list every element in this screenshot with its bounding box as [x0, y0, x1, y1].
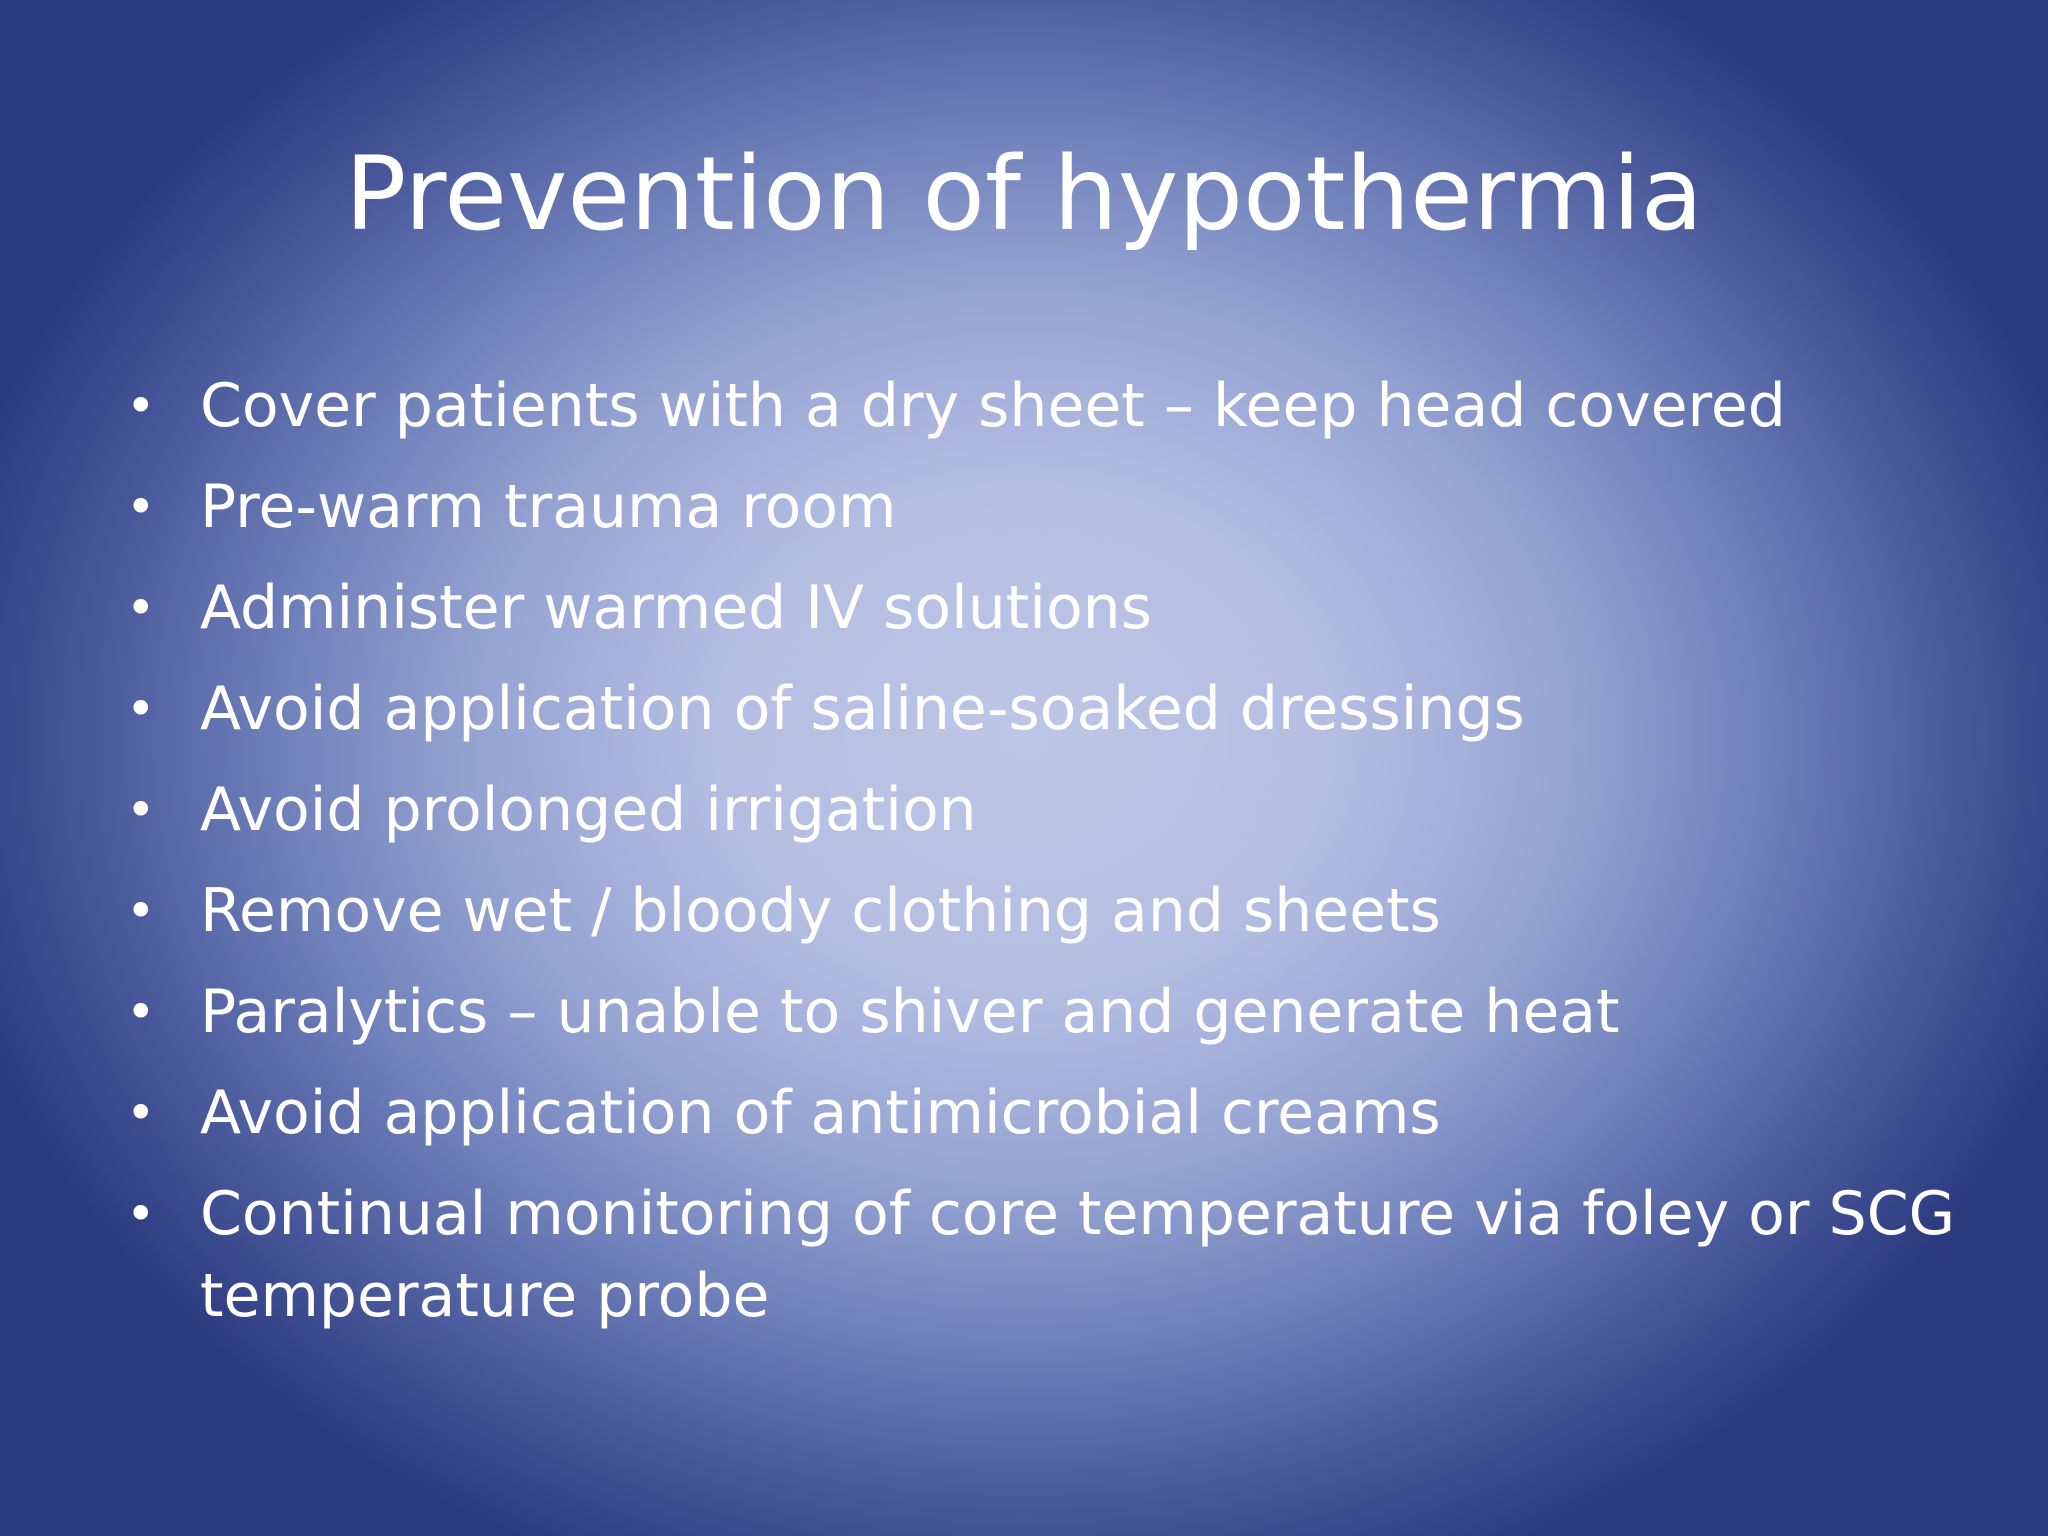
list-item [118, 567, 1958, 649]
bullet-icon: • [126, 377, 156, 435]
list-item [118, 769, 1958, 851]
bullet-text: Cover patients with a dry sheet – keep head covered [200, 371, 1786, 441]
bullet-icon: • [126, 579, 156, 637]
list-item [118, 466, 1958, 548]
list-item [118, 971, 1958, 1053]
bullet-icon: • [126, 882, 156, 940]
bullet-icon: • [126, 478, 156, 536]
bullet-text: Administer warmed IV solutions [200, 573, 1152, 643]
list-item [118, 1072, 1958, 1154]
bullet-text: Avoid prolonged irrigation [200, 775, 977, 845]
bullet-text: Pre-warm trauma room [200, 472, 897, 542]
bullet-text: Continual monitoring of core temperature via foley or SCG temperature probe [200, 1179, 1956, 1331]
bullet-text: Remove wet / bloody clothing and sheets [200, 876, 1441, 946]
list-item [118, 1173, 1958, 1337]
bullet-list [118, 365, 1958, 1356]
bullet-text: Paralytics – unable to shiver and generate heat [200, 977, 1620, 1047]
slide-title: Prevention of hypothermia [344, 135, 1704, 254]
list-item [118, 870, 1958, 952]
list-item [118, 365, 1958, 447]
bullet-icon: • [126, 1084, 156, 1142]
bullet-text: Avoid application of antimicrobial creams [200, 1078, 1441, 1148]
bullet-icon: • [126, 983, 156, 1041]
bullet-icon: • [126, 1185, 156, 1243]
bullet-icon: • [126, 680, 156, 738]
bullet-text: Avoid application of saline-soaked dressings [200, 674, 1525, 744]
bullet-icon: • [126, 781, 156, 839]
list-item [118, 668, 1958, 750]
